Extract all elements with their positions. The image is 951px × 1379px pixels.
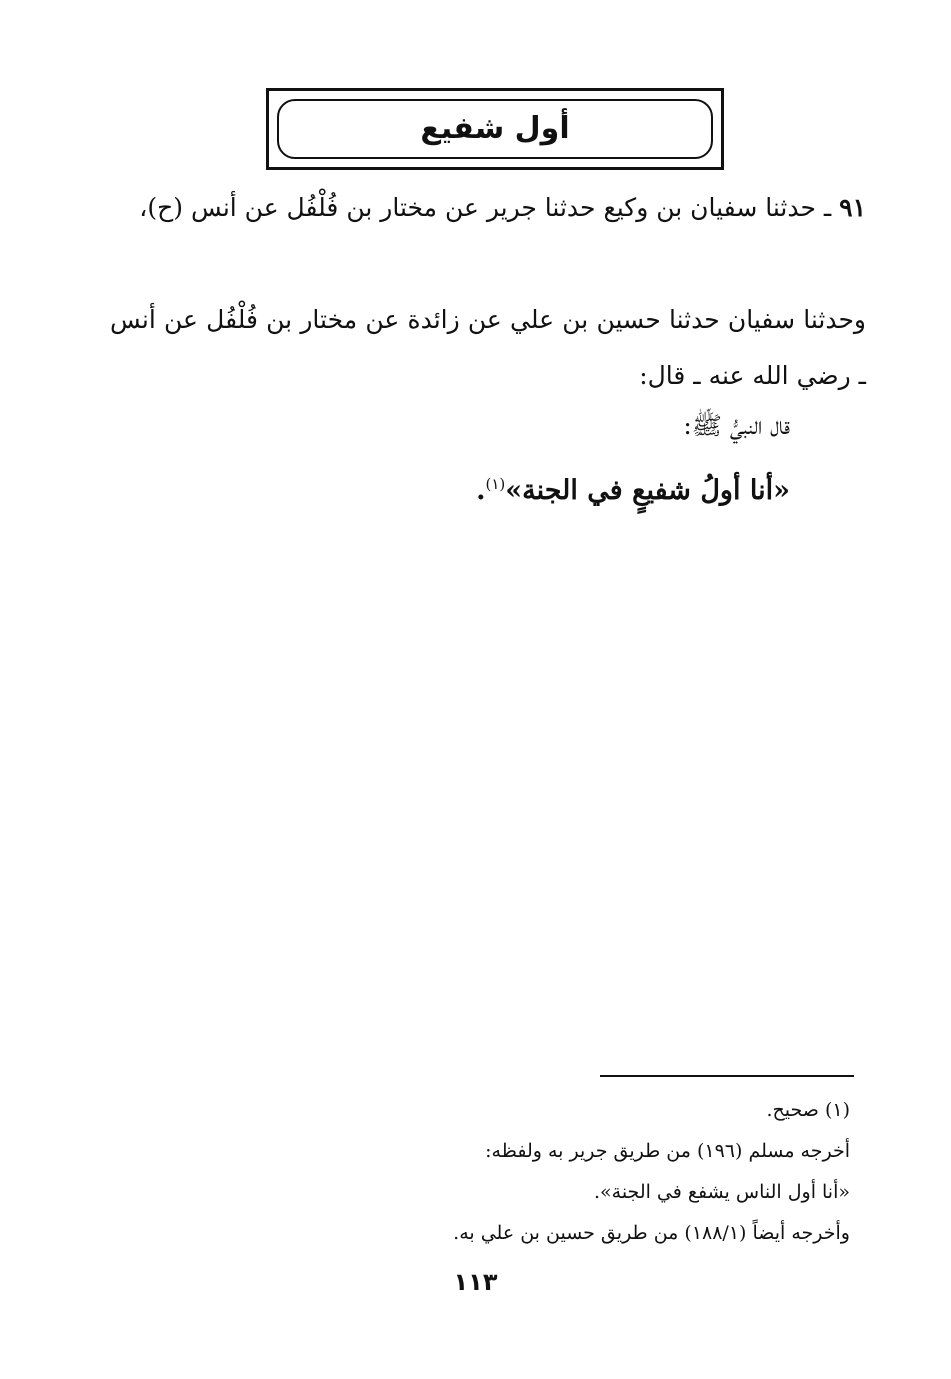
chapter-title-frame bbox=[266, 88, 724, 170]
isnad-paragraph-2 bbox=[110, 292, 866, 404]
chapter-title-inner-frame bbox=[277, 99, 713, 159]
chapter-title: أول شفيع bbox=[420, 111, 570, 146]
footnote-line bbox=[250, 1090, 850, 1131]
hadith-intro-text: قال النبيُّ ﷺ: bbox=[683, 411, 790, 440]
footnote-line: «أنا أول الناس يشفع في الجنة». bbox=[593, 1181, 850, 1203]
hadith-intro bbox=[110, 398, 790, 454]
page-number: ١١٣ bbox=[453, 1268, 498, 1296]
footnote-line: وأخرجه أيضاً (١٨٨/١) من طريق حسين بن علي به. bbox=[453, 1222, 850, 1244]
hadith-matn-text: «أنا أولُ شفيعٍ في الجنة» bbox=[505, 475, 790, 506]
hadith-number: ٩١ bbox=[839, 193, 866, 222]
footnote-reference[interactable]: (١) bbox=[485, 475, 506, 493]
hadith-matn bbox=[110, 456, 790, 519]
isnad-text-2: وحدثنا سفيان حدثنا حسين بن علي عن زائدة عن مختار بن فُلْفُل عن أنس ـ رضي الله عنه ـ قال: bbox=[110, 305, 866, 390]
isnad-text-1: ـ حدثنا سفيان بن وكيع حدثنا جرير عن مختار بن فُلْفُل عن أنس (ح)، bbox=[139, 193, 832, 222]
footnote-text: صحيح. bbox=[766, 1099, 819, 1121]
hadith-trailing-punct: . bbox=[476, 475, 486, 506]
isnad-paragraph-1 bbox=[110, 180, 866, 236]
footnote-line: أخرجه مسلم (١٩٦) من طريق جرير به ولفظه: bbox=[485, 1140, 850, 1162]
footnote-separator bbox=[600, 1075, 854, 1077]
footnotes bbox=[250, 1090, 850, 1254]
footnote-label: (١) bbox=[824, 1099, 850, 1121]
